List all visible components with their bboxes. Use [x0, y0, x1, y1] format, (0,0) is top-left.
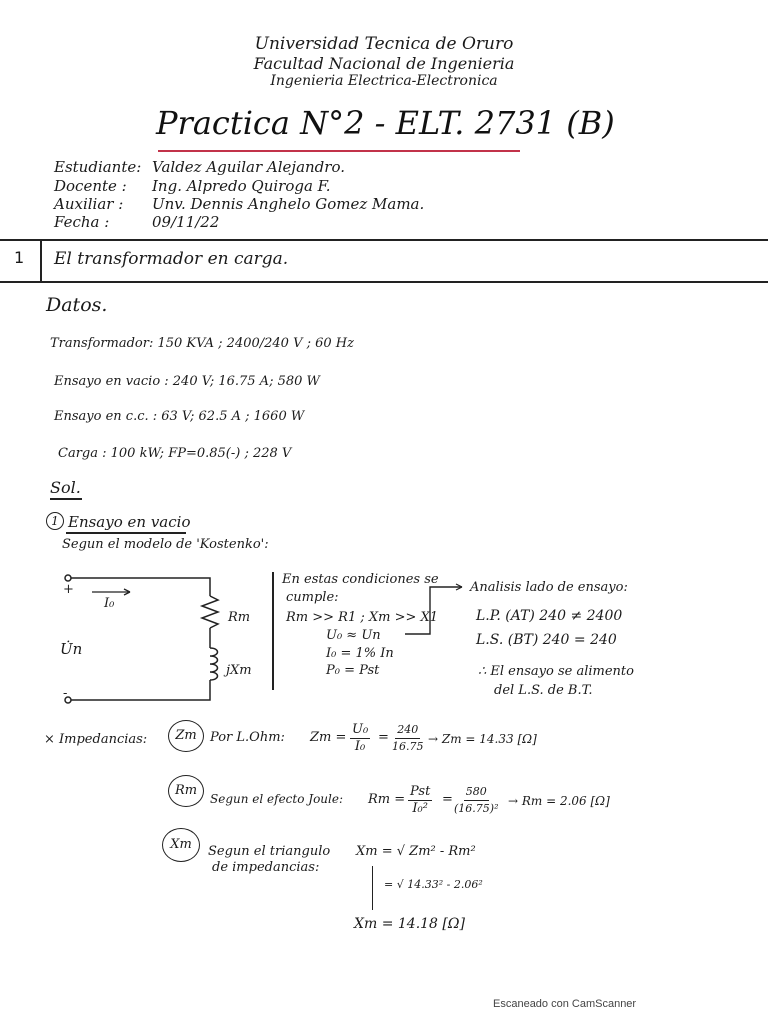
condition-power: P₀ = Pst [326, 663, 380, 678]
rm-tag-circle: Rm [168, 775, 204, 807]
condition-impedances: Rm >> R1 ; Xm >> X1 [286, 610, 439, 625]
university-name: Universidad Tecnica de Oruro [254, 34, 514, 54]
zm-fraction-numeric [390, 722, 426, 755]
xm-result: Xm = 14.18 [Ω] [354, 916, 465, 932]
kostenko-circuit-diagram [50, 568, 270, 710]
circuit-minus: - [63, 686, 68, 701]
rm-resistor [202, 596, 218, 628]
bottom-wire [71, 680, 210, 700]
xm-substitution: = √ 14.33² - 2.06² [384, 878, 483, 891]
rm-numerator-value: 580 [464, 784, 489, 801]
analysis-conclusion-2: del L.S. de B.T. [494, 683, 593, 698]
analysis-bracket [400, 580, 470, 640]
info-value-student: Valdez Aguilar Alejandro. [152, 158, 345, 176]
rm-result: → Rm = 2.06 [Ω] [508, 794, 610, 808]
section-border-top [0, 239, 768, 241]
circuit-current-label: I₀ [104, 596, 115, 611]
datos-heading: Datos. [46, 294, 108, 316]
rm-fraction-numeric [452, 784, 500, 817]
datos-transformer: Transformador: 150 KVA ; 2400/240 V ; 60 Hz [50, 336, 354, 351]
step1-title: Ensayo en vacio [68, 513, 191, 531]
step1-underline [66, 532, 186, 534]
analysis-secondary-side: L.S. (BT) 240 = 240 [476, 632, 617, 648]
zm-numerator: U₀ [352, 722, 369, 737]
step1-number-circle: 1 [46, 512, 64, 530]
scanner-watermark: Escaneado con CamScanner [493, 998, 637, 1010]
conditions-divider [272, 572, 274, 690]
zm-denominator: I₀ [354, 739, 366, 754]
section-border-bottom [0, 281, 768, 283]
zm-equals: = [378, 730, 389, 745]
datos-no-load-test: Ensayo en vacio : 240 V; 16.75 A; 580 W [54, 374, 320, 389]
faculty-name: Facultad Nacional de Ingenieria [253, 54, 515, 73]
analysis-title: Analisis lado de ensayo: [470, 580, 628, 595]
impedances-label: × Impedancias: [44, 732, 148, 747]
conditions-intro-1: En estas condiciones se [282, 572, 439, 587]
page-title: Practica N°2 - ELT. 2731 (B) [156, 104, 615, 142]
sol-underline [50, 498, 82, 500]
zm-lhs: Zm = [310, 730, 347, 745]
sol-heading: Sol. [50, 478, 81, 497]
xm-method-2: de impedancias: [212, 860, 320, 875]
top-wire [71, 578, 210, 596]
rm-equals: = [442, 792, 453, 807]
rm-denominator-value: (16.75)² [454, 802, 499, 815]
analysis-primary-side: L.P. (AT) 240 ≠ 2400 [476, 608, 623, 624]
circuit-voltage-label: U̇n [60, 640, 83, 658]
zm-method: Por L.Ohm: [210, 730, 285, 745]
career-name: Ingenieria Electrica-Electronica [270, 73, 498, 89]
rm-method: Segun el efecto Joule: [210, 792, 344, 806]
xm-tag-circle: Xm [162, 828, 200, 862]
title-underline [158, 150, 520, 152]
analysis-conclusion-1: ∴ El ensayo se alimento [478, 664, 634, 679]
rm-denominator: I₀² [412, 801, 428, 816]
info-value-assistant: Unv. Dennis Anghelo Gomez Mama. [152, 195, 425, 213]
condition-current: I₀ = 1% In [326, 646, 394, 661]
zm-fraction-symbolic [350, 722, 370, 755]
info-label-assistant: Auxiliar : [54, 195, 124, 213]
rm-numerator: Pst [410, 784, 431, 799]
circuit-xm-label: jXm [226, 663, 252, 678]
section-number: 1 [14, 248, 25, 267]
rm-fraction-symbolic [408, 784, 432, 817]
step1-subtitle: Segun el modelo de 'Kostenko': [62, 537, 269, 552]
xm-derivation-line [372, 866, 373, 910]
datos-short-circuit-test: Ensayo en c.c. : 63 V; 62.5 A ; 1660 W [54, 409, 305, 424]
info-label-student: Estudiante: [54, 158, 142, 176]
condition-voltage: U₀ ≈ Un [326, 628, 381, 643]
circuit-plus: + [63, 582, 74, 597]
zm-result: → Zm = 14.33 [Ω] [428, 732, 537, 746]
info-label-date: Fecha : [54, 213, 110, 231]
section-title: El transformador en carga. [54, 249, 289, 269]
conditions-intro-2: cumple: [286, 590, 339, 605]
circuit-rm-label: Rm [228, 610, 251, 625]
zm-numerator-value: 240 [395, 722, 420, 739]
info-label-teacher: Docente : [54, 177, 127, 195]
zm-tag-circle: Zm [168, 720, 204, 752]
section-separator [40, 241, 42, 281]
info-value-date: 09/11/22 [152, 213, 220, 231]
xm-method-1: Segun el triangulo [208, 844, 331, 859]
zm-denominator-value: 16.75 [392, 740, 424, 753]
xm-inductor [210, 648, 218, 680]
info-value-teacher: Ing. Alpredo Quiroga F. [152, 177, 331, 195]
datos-load: Carga : 100 kW; FP=0.85(-) ; 228 V [58, 446, 292, 461]
top-terminal [65, 575, 71, 581]
xm-formula: Xm = √ Zm² - Rm² [356, 844, 476, 859]
rm-lhs: Rm = [368, 792, 406, 807]
